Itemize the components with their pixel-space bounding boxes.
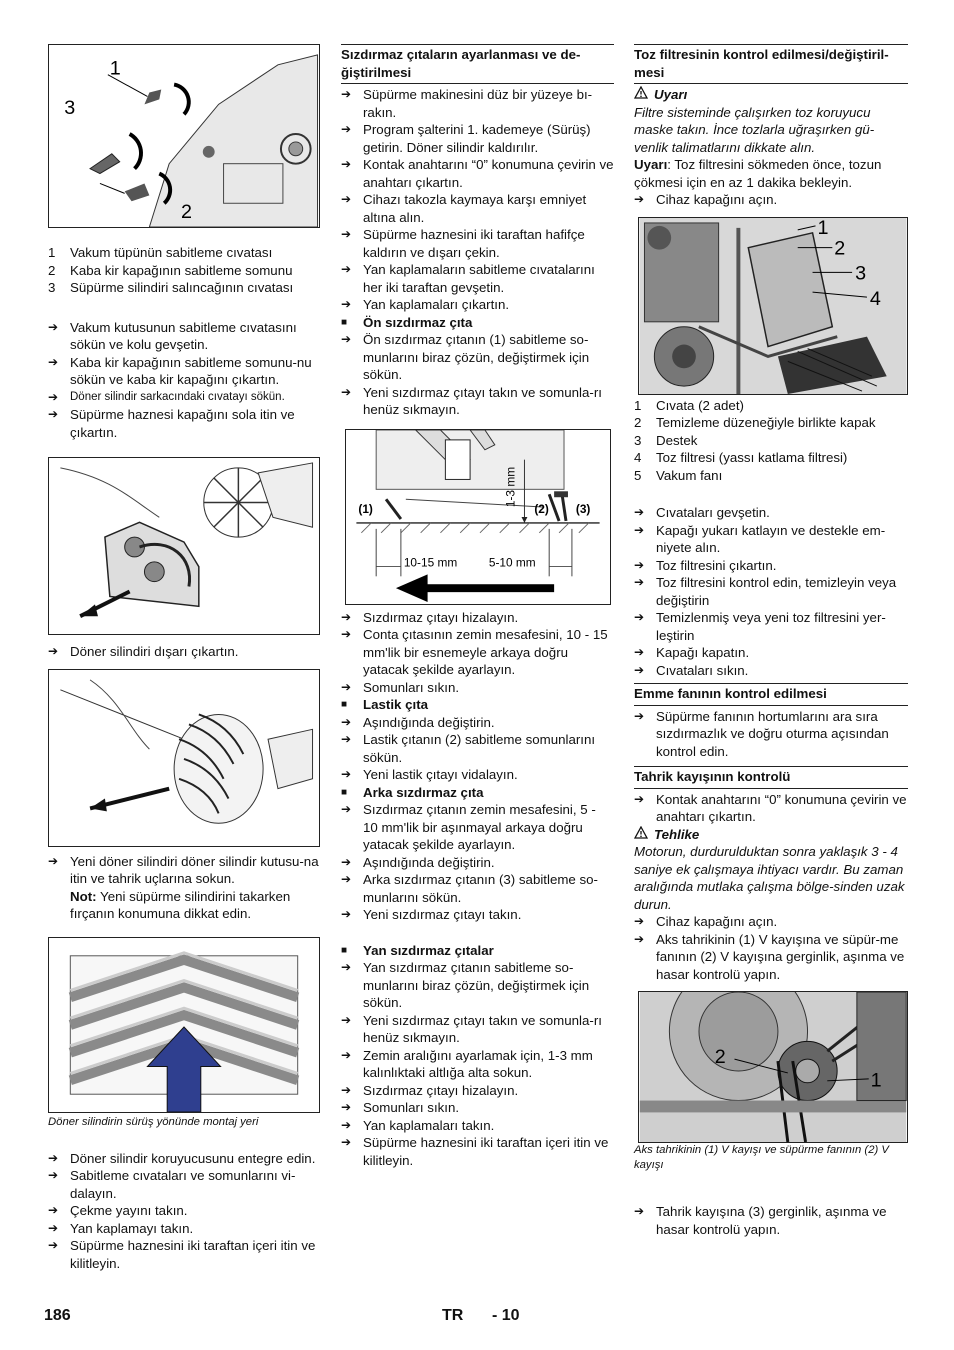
arrow-icon: ➔ <box>341 1100 352 1114</box>
legend-item: 5 Vakum fanı <box>634 467 723 483</box>
arrow-icon: ➔ <box>341 122 352 136</box>
warning-triangle-icon <box>634 826 648 844</box>
arrow-icon: ➔ <box>48 389 59 404</box>
section-title: Tahrik kayışının kontrolü <box>634 766 908 789</box>
step: ➔ Yeni sızdırmaz çıtayı takın ve somunla-rı henüz sıkmayın. <box>341 384 602 417</box>
arrow-icon: ➔ <box>634 575 645 589</box>
arrow-icon: ➔ <box>634 1204 645 1218</box>
arrow-icon: ➔ <box>341 262 352 276</box>
figure-roller-fasteners <box>48 44 320 228</box>
square-bullet-icon: ■ <box>341 944 348 956</box>
subsection-title: ■ Arka sızdırmaz çıta <box>341 784 484 800</box>
legend-item: 2 Kaba kir kapağının sabitleme somunu <box>48 262 293 278</box>
step: ➔ Döner silindir koruyucusunu entegre edin. <box>48 1150 316 1166</box>
arrow-icon: ➔ <box>48 644 59 658</box>
figure-caption: Döner silindirin sürüş yönünde montaj yeri <box>48 1115 259 1128</box>
step: ➔ Sabitleme cıvataları ve somunlarını vi-dalayın. <box>48 1168 296 1201</box>
dimension-front: 10-15 mm <box>403 554 458 569</box>
legend-item: 2 Temizleme düzeneğiyle birlikte kapak <box>634 415 876 430</box>
step: ➔ Aşındığında değiştirin. <box>341 714 495 730</box>
arrow-icon: ➔ <box>341 1012 352 1027</box>
step: ➔ Tahrik kayışına (3) gerginlik, aşınma ve hasar kontrolü yapın. <box>634 1204 887 1237</box>
label-3: (3) <box>575 501 591 516</box>
subsection-title: ■ Yan sızdırmaz çıtalar <box>341 942 494 958</box>
arrow-icon: ➔ <box>341 960 352 974</box>
belt-label-2: 2 <box>714 1046 726 1069</box>
arrow-icon: ➔ <box>634 522 645 537</box>
warning-text: Filtre sisteminde çalışırken toz koruyucu maske takın. İnce tozlarla uğraşırken gü-venlik talimatlarını dikkate alın. <box>634 104 875 155</box>
arrow-icon: ➔ <box>341 854 352 869</box>
step: ➔ Cıvataları gevşetin. <box>634 505 770 520</box>
step: ➔ Conta çıtasının zemin mesafesini, 10 - 15 mm'lik bir esnemeyle arkaya doğru yatacak şekilde ayarlayın. <box>341 627 608 677</box>
arrow-icon: ➔ <box>341 627 352 641</box>
arrow-icon: ➔ <box>341 679 352 694</box>
arrow-icon: ➔ <box>341 227 352 241</box>
step: ➔ Süpürme fanının hortumlarını ara sıra sızdırmazlık ve doğru oturma açısından kontrol edin. <box>634 708 889 759</box>
arrow-icon: ➔ <box>341 714 352 729</box>
step: ➔ Toz filtresini kontrol edin, temizleyin veya değiştirin <box>634 575 897 608</box>
label-2: (2) <box>534 501 549 516</box>
fig1-label-3: 3 <box>64 97 76 120</box>
section-title: Emme fanının kontrol edilmesi <box>634 683 908 706</box>
arrow-icon: ➔ <box>341 157 352 171</box>
square-bullet-icon: ■ <box>341 699 348 710</box>
filter-label-4: 4 <box>869 287 881 310</box>
arrow-icon: ➔ <box>341 87 352 101</box>
page-number: 186 <box>44 1307 71 1324</box>
step: ➔ Cihazı takozla kaymaya karşı emniyet altına alın. <box>341 192 587 225</box>
step: ➔ Yeni döner silindiri döner silindir kutusu-na itin ve tahrik uçlarına sokun. <box>48 853 319 886</box>
arrow-icon: ➔ <box>634 931 645 946</box>
roller-removal-drawing <box>49 458 319 634</box>
filter-label-1: 1 <box>817 217 829 239</box>
step: ➔ Çekme yayını takın. <box>48 1203 188 1218</box>
figure-seal-strips <box>345 429 611 605</box>
step: ➔ Kontak anahtarını “0” konumuna çevirin ve anahtarı çıkartın. <box>634 791 907 824</box>
figure-v-belts <box>638 991 908 1143</box>
square-bullet-icon: ■ <box>341 786 348 798</box>
step: ➔ Yan kaplamaları çıkartın. <box>341 297 510 312</box>
arrow-icon: ➔ <box>341 1117 352 1132</box>
arrow-icon: ➔ <box>341 872 352 886</box>
belt-label-1: 1 <box>870 1069 882 1092</box>
step: ➔ Süpürme haznesini iki taraftan hafifçe kaldırın ve dışarı çekin. <box>341 227 585 260</box>
legend-list <box>48 244 320 297</box>
arrow-icon: ➔ <box>634 662 645 677</box>
step: ➔ Süpürme haznesini iki taraftan içeri itin ve kilitleyin. <box>341 1135 609 1168</box>
step: ➔ Süpürme haznesini iki taraftan içeri itin ve kilitleyin. <box>48 1238 316 1271</box>
step: ➔ Döner silindiri dışarı çıkartın. <box>48 644 239 659</box>
step: ➔ Yan kaplamayı takın. <box>48 1220 194 1236</box>
arrow-icon: ➔ <box>341 332 352 346</box>
label-1: (1) <box>358 501 373 516</box>
step: ➔ Yan kaplamaları takın. <box>341 1117 495 1133</box>
column-2 <box>341 44 614 1169</box>
arrow-icon: ➔ <box>341 384 352 399</box>
arrow-icon: ➔ <box>48 1168 59 1182</box>
direction-arrow-icon <box>396 574 428 602</box>
arrow-icon: ➔ <box>634 557 645 572</box>
note: Uyarı: Toz filtresini sökmeden önce, tozun çökmesi için en az 1 dakika bekleyin. <box>634 157 882 190</box>
step: ➔ Süpürme makinesini düz bir yüzeye bı-rakın. <box>341 87 593 120</box>
subsection-title: ■ Ön sızdırmaz çıta <box>341 314 473 330</box>
arrow-icon: ➔ <box>634 791 645 806</box>
figure-brush-direction <box>48 937 320 1113</box>
step: ➔ Yeni sızdırmaz çıtayı takın. <box>341 907 522 922</box>
legend-item: 1 Vakum tüpünün sabitleme cıvatası <box>48 245 273 260</box>
arrow-icon: ➔ <box>341 297 352 311</box>
gap-label: 1-3 mm <box>503 466 518 507</box>
section-title: Toz filtresinin kontrol edilmesi/değiştiril-mesi <box>634 44 908 84</box>
arrow-icon: ➔ <box>341 1135 352 1149</box>
column-1 <box>48 44 320 1272</box>
step: ➔ Cihaz kapağını açın. <box>634 914 778 929</box>
roller-fasteners-drawing <box>49 45 319 227</box>
language-code: TR <box>442 1307 464 1324</box>
step: ➔ Zemin aralığını ayarlamak için, 1-3 mm kalınlıktaki altlığa alta sokun. <box>341 1047 593 1080</box>
arrow-icon: ➔ <box>48 1238 59 1252</box>
arrow-icon: ➔ <box>634 914 645 928</box>
arrow-icon: ➔ <box>48 354 59 369</box>
step: ➔ Arka sızdırmaz çıtanın (3) sabitleme so-munlarını sökün. <box>341 872 598 905</box>
fig1-label-2: 2 <box>181 201 193 224</box>
arrow-icon: ➔ <box>634 708 645 723</box>
section-title: Sızdırmaz çıtaların ayarlanması ve de-ğiştirilmesi <box>341 44 614 84</box>
arrow-icon: ➔ <box>341 1047 352 1062</box>
note: Not: Yeni süpürme silindirini takarken fırçanın konumuna dikkat edin. <box>70 888 291 921</box>
step: ➔ Sızdırmaz çıtanın zemin mesafesini, 5 - 10 mm'lik bir aşınmayal arkaya doğru yatacak şekilde ayarlayın. <box>341 802 596 852</box>
arrow-icon: ➔ <box>341 1082 352 1097</box>
arrow-icon: ➔ <box>48 1150 59 1165</box>
step: ➔ Temizlenmiş veya yeni toz filtresini yer-leştirin <box>634 610 886 643</box>
arrow-icon: ➔ <box>341 907 352 921</box>
step: ➔ Sızdırmaz çıtayı hizalayın. <box>341 1082 519 1098</box>
arrow-icon: ➔ <box>341 732 352 746</box>
square-bullet-icon: ■ <box>341 316 348 328</box>
filter-label-3: 3 <box>855 261 867 284</box>
dimension-rear: 5-10 mm <box>488 554 536 569</box>
column-3 <box>634 44 908 1238</box>
arrow-icon: ➔ <box>634 610 645 624</box>
legend-item: 1 Cıvata (2 adet) <box>634 397 744 413</box>
filter-label-2: 2 <box>834 237 846 260</box>
fig1-label-1: 1 <box>109 57 121 80</box>
danger-heading: Tehlike <box>634 826 908 844</box>
sub-page-number: - 10 <box>492 1307 520 1324</box>
step: ➔ Vakum kutusunun sabitleme cıvatasını sökün ve kolu gevşetin. <box>48 319 297 352</box>
step: ➔ Yan sızdırmaz çıtanın sabitleme so-munlarını biraz çözün, değiştirmek için sökün. <box>341 960 590 1010</box>
step: ➔ Program şalterini 1. kademeye (Sürüş) getirin. Döner silindir kaldırılır. <box>341 122 591 155</box>
figure-caption: Aks tahrikinin (1) V kayışı ve süpürme fanının (2) V kayışı <box>634 1144 889 1171</box>
step: ➔ Döner silindir sarkacındaki cıvatayı sökün. <box>48 389 320 407</box>
step: ➔ Cıvataları sıkın. <box>634 662 749 678</box>
arrow-icon: ➔ <box>341 609 352 624</box>
step: ➔ Kapağı yukarı katlayın ve destekle em-niyete alın. <box>634 522 886 555</box>
arrow-icon: ➔ <box>634 192 645 206</box>
brush-direction-drawing <box>49 938 319 1112</box>
arrow-icon: ➔ <box>48 319 59 334</box>
arrow-icon: ➔ <box>48 1220 59 1235</box>
arrow-icon: ➔ <box>634 645 645 659</box>
warning-triangle-icon <box>634 86 648 104</box>
seal-strips-drawing <box>346 430 610 604</box>
step: ➔ Sızdırmaz çıtayı hizalayın. <box>341 609 519 625</box>
subsection-title: ■ Lastik çıta <box>341 697 429 712</box>
step: ➔ Toz filtresini çıkartın. <box>634 557 777 573</box>
figure-new-roller <box>48 669 320 847</box>
arrow-icon: ➔ <box>48 853 59 868</box>
step: ➔ Kontak anahtarını “0” konumuna çevirin ve anahtarı çıkartın. <box>341 157 614 190</box>
arrow-icon: ➔ <box>48 407 59 421</box>
legend-item: 4 Toz filtresi (yassı katlama filtresi) <box>634 450 848 465</box>
step: ➔ Ön sızdırmaz çıtanın (1) sabitleme so-munlarını biraz çözün, değiştirmek için sökün. <box>341 332 590 382</box>
step: ➔ Yan kaplamaların sabitleme cıvatalarını her iki taraftan gevşetin. <box>341 262 595 295</box>
figure-dust-filter <box>638 217 908 395</box>
step: ➔ Aşındığında değiştirin. <box>341 854 495 870</box>
legend-item: 3 Destek <box>634 432 698 448</box>
dust-filter-drawing <box>639 218 907 394</box>
arrow-icon: ➔ <box>634 505 645 519</box>
step: ➔ Aks tahrikinin (1) V kayışına ve süpür-me fanının (2) V kayışına gerginlik, aşınma ve hasar kontrolü yapın. <box>634 931 905 982</box>
v-belts-drawing <box>639 992 907 1142</box>
arrow-icon: ➔ <box>341 192 352 206</box>
new-roller-drawing <box>49 670 319 846</box>
step: ➔ Lastik çıtanın (2) sabitleme somunlarını sökün. <box>341 732 596 765</box>
step: ➔ Cihaz kapağını açın. <box>634 192 778 207</box>
warning-heading: Uyarı <box>634 86 908 104</box>
legend-item: 3 Süpürme silindiri salıncağının cıvatası <box>48 280 294 295</box>
figure-roller-removal <box>48 457 320 635</box>
arrow-icon: ➔ <box>48 1203 59 1217</box>
step: ➔ Süpürme haznesi kapağını sola itin ve çıkartın. <box>48 407 295 440</box>
step: ➔ Yeni sızdırmaz çıtayı takın ve somunla-rı henüz sıkmayın. <box>341 1012 602 1045</box>
step: ➔ Somunları sıkın. <box>341 1100 460 1115</box>
step: ➔ Kaba kir kapağının sabitleme somunu-nu sökün ve kaba kir kapağını çıkartın. <box>48 354 312 387</box>
arrow-icon: ➔ <box>341 767 352 781</box>
arrow-icon: ➔ <box>341 802 352 816</box>
danger-text: Motorun, durdurulduktan sonra yaklaşık 3 - 4 saniye ek çalışmaya ihtiyacı vardır. Bu zaman aralığında mutlaka çalışma bölge-sinden uzak durun. <box>634 844 905 912</box>
step: ➔ Kapağı kapatın. <box>634 645 750 660</box>
step: ➔ Yeni lastik çıtayı vidalayın. <box>341 767 518 782</box>
step: ➔ Somunları sıkın. <box>341 679 460 695</box>
legend-list <box>634 397 908 485</box>
